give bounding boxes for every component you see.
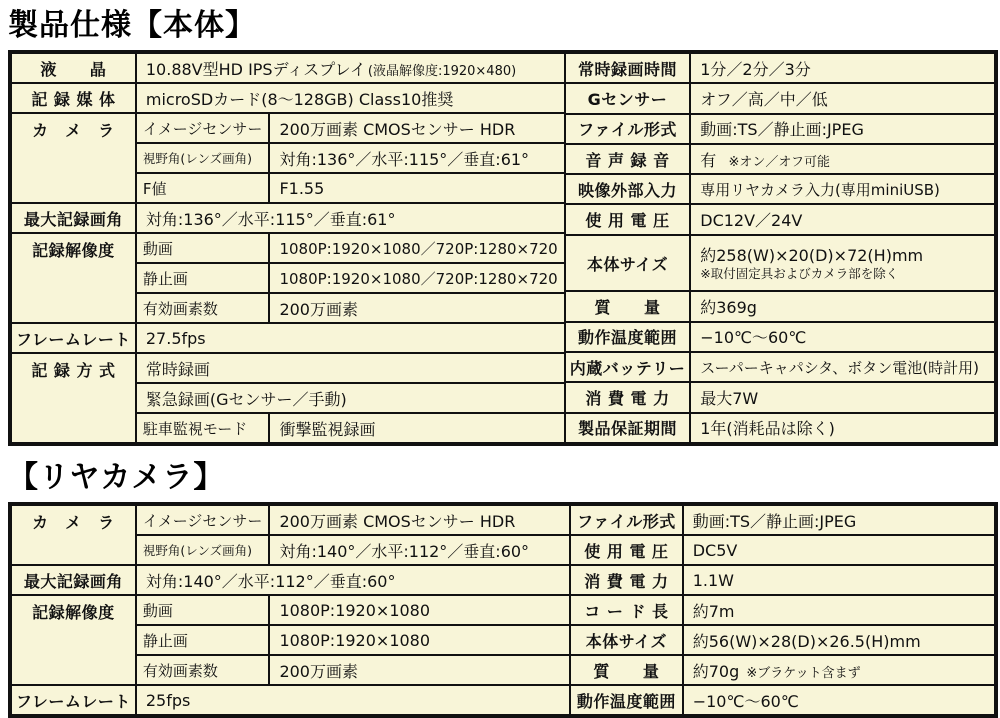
table-row [11,595,570,625]
lcd-value: 10.88V型HD IPSディスプレイ [145,59,366,79]
label-media: 記 録 媒 体 [11,83,136,113]
value-rear-voltage: DC5V [683,535,995,565]
label-gsensor: Gセンサー [565,83,691,113]
value-ext-input: 専用リヤカメラ入力(専用miniUSB) [690,174,995,204]
sublabel-fov: 視野角(レンズ画角) [136,143,270,173]
table-row [565,174,995,204]
label-ext-input: 映像外部入力 [565,174,691,204]
table-row [570,625,995,655]
body-size-value: 約258(W)×20(D)×72(H)mm [700,245,924,265]
value-rear-temp-range: −10℃〜60℃ [683,685,995,715]
value-parking-mode: 衝撃監視録画 [269,413,564,443]
table-row [570,595,995,625]
rear-spec-left [10,504,571,716]
label-audio: 音 声 録 音 [565,144,691,174]
label-rear-max-angle: 最大記録画角 [11,565,136,595]
label-temp-range: 動作温度範囲 [565,322,691,352]
main-spec-left [10,52,566,444]
value-voltage: DC12V／24V [690,204,995,234]
label-power: 消 費 電 力 [565,382,691,412]
value-media: microSDカード(8〜128GB) Class10推奨 [136,83,565,113]
sublabel-video: 動画 [136,233,270,263]
audio-note: ※オン／オフ可能 [728,154,830,170]
table-row [565,53,995,83]
value-video-res: 1080P:1920×1080／720P:1280×720 [269,233,564,263]
value-body-size [690,235,995,292]
label-rear-file-format: ファイル形式 [570,505,683,535]
table-row [570,505,995,535]
table-row [570,685,995,715]
table-row [11,323,565,353]
label-battery: 内蔵バッテリー [565,352,691,382]
value-rec-always: 常時録画 [136,353,565,383]
value-fvalue: F1.55 [269,173,564,203]
value-image-sensor: 200万画素 CMOSセンサー HDR [269,113,564,143]
value-gsensor: オフ／高／中／低 [690,83,995,113]
label-rec-time: 常時録画時間 [565,53,691,83]
lcd-note: (液晶解像度:1920×480) [367,63,517,79]
sublabel-rear-image-sensor: イメージセンサー [136,505,270,535]
label-rear-body-size: 本体サイズ [570,625,683,655]
table-row [565,144,995,174]
table-row [565,204,995,234]
table-row [565,83,995,113]
value-rec-time: 1分／2分／3分 [690,53,995,83]
label-warranty: 製品保証期間 [565,413,691,443]
rear-section-title: 【リヤカメラ】 [8,460,225,495]
label-lcd: 液 晶 [11,53,136,83]
label-file-format: ファイル形式 [565,114,691,144]
value-warranty: 1年(消耗品は除く) [690,413,995,443]
value-rec-emergency: 緊急録画(Gセンサー／手動) [136,383,565,413]
table-row [570,565,995,595]
value-rear-fov: 対角:140°／水平:112°／垂直:60° [269,535,570,565]
value-rear-weight [683,655,995,685]
sublabel-rear-pixels: 有効画素数 [136,655,270,685]
table-row [565,114,995,144]
table-row [11,113,565,143]
table-row [565,382,995,412]
rear-spec-table [8,502,998,718]
table-row [565,291,995,321]
table-row [11,233,565,263]
sublabel-fvalue: F値 [136,173,270,203]
value-rear-pixels: 200万画素 [269,655,570,685]
sublabel-image-sensor: イメージセンサー [136,113,270,143]
rear-weight-value: 約70g [692,661,740,681]
table-row [570,655,995,685]
body-size-note: ※取付固定具およびカメラ部を除く [700,265,899,281]
audio-value: 有 [700,150,717,170]
label-rear-weight: 質 量 [570,655,683,685]
label-rear-framerate: フレームレート [11,685,136,715]
label-voltage: 使 用 電 圧 [565,204,691,234]
value-audio [690,144,995,174]
table-row [11,505,570,535]
table-row [11,685,570,715]
label-camera: カ メ ラ [11,113,136,203]
value-rear-video-res: 1080P:1920×1080 [269,595,570,625]
value-rear-image-sensor: 200万画素 CMOSセンサー HDR [269,505,570,535]
table-row [565,352,995,382]
label-framerate: フレームレート [11,323,136,353]
table-row [11,83,565,113]
label-body-size: 本体サイズ [565,235,691,292]
table-row [11,565,570,595]
label-rear-voltage: 使 用 電 圧 [570,535,683,565]
value-file-format: 動画:TS／静止画:JPEG [690,114,995,144]
value-rear-body-size: 約56(W)×28(D)×26.5(H)mm [683,625,995,655]
sublabel-rear-fov: 視野角(レンズ画角) [136,535,270,565]
value-photo-res: 1080P:1920×1080／720P:1280×720 [269,263,564,293]
main-spec-right [564,52,996,444]
value-rear-cord: 約7m [683,595,995,625]
rear-spec-right [569,504,996,716]
value-weight: 約369g [690,291,995,321]
table-row [11,53,565,83]
value-pixels: 200万画素 [269,293,564,323]
table-row [565,235,995,292]
label-rear-resolution: 記録解像度 [11,595,136,685]
value-rear-max-angle: 対角:140°／水平:112°／垂直:60° [136,565,570,595]
label-rear-temp-range: 動作温度範囲 [570,685,683,715]
value-framerate: 27.5fps [136,323,565,353]
sublabel-rear-photo: 静止画 [136,625,270,655]
table-row [11,353,565,383]
value-rear-power: 1.1W [683,565,995,595]
value-fov: 対角:136°／水平:115°／垂直:61° [269,143,564,173]
rear-weight-note: ※ブラケット含まず [746,665,861,681]
table-row [565,322,995,352]
label-rec-mode: 記 録 方 式 [11,353,136,443]
value-rear-framerate: 25fps [136,685,570,715]
value-max-angle: 対角:136°／水平:115°／垂直:61° [136,203,565,233]
main-spec-table [8,50,998,446]
sublabel-rear-video: 動画 [136,595,270,625]
table-row [570,535,995,565]
table-row [565,413,995,443]
value-battery: スーパーキャパシタ、ボタン電池(時計用) [690,352,995,382]
main-section-title: 製品仕様【本体】 [8,8,256,43]
label-rear-cord: コ ー ド 長 [570,595,683,625]
sublabel-pixels: 有効画素数 [136,293,270,323]
label-weight: 質 量 [565,291,691,321]
label-resolution: 記録解像度 [11,233,136,323]
sublabel-parking-mode: 駐車監視モード [136,413,270,443]
value-power: 最大7W [690,382,995,412]
label-rear-camera: カ メ ラ [11,505,136,565]
table-row [11,203,565,233]
value-rear-photo-res: 1080P:1920×1080 [269,625,570,655]
value-rear-file-format: 動画:TS／静止画:JPEG [683,505,995,535]
sublabel-photo: 静止画 [136,263,270,293]
value-lcd [136,53,565,83]
label-max-angle: 最大記録画角 [11,203,136,233]
value-temp-range: −10℃〜60℃ [690,322,995,352]
label-rear-power: 消 費 電 力 [570,565,683,595]
